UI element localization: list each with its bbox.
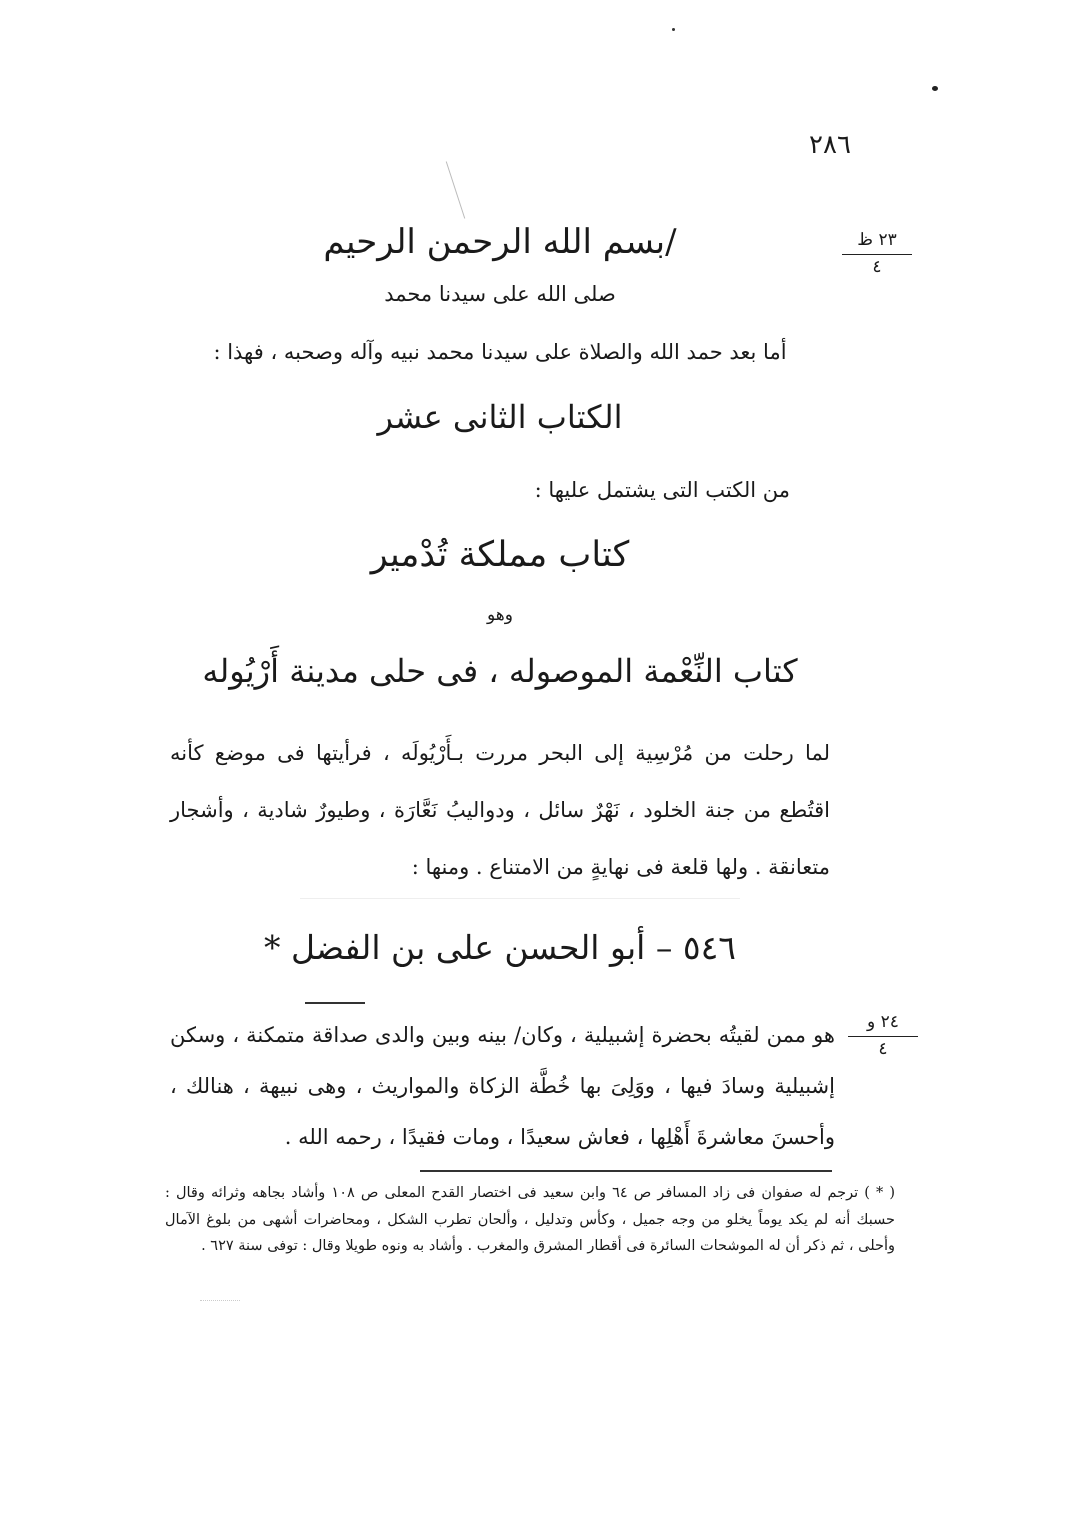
- section-divider: [300, 898, 740, 899]
- margin-folio-note: [848, 1012, 918, 1059]
- short-rule: [305, 1002, 365, 1004]
- volume-ref: ٤: [878, 1039, 888, 1059]
- folio-ref: ٢٣ ظ: [842, 230, 912, 255]
- ink-speck: [932, 86, 938, 91]
- biography-paragraph: هو ممن لقيتُه بحضرة إشبيلية ، وكان/ بينه وبين والدى صداقة متمكنة ، وسكن إشبيلية وسادَ فيها ، ووَلِىَ بها خُطَّة الزكاة والمواريث ، وهى نبيهة ، هنالك ، وأحسنَ معاشرةَ أَهْلِها ، فعاش سعيدًا ، ومات فقيدًا ، رحمه الله .: [170, 1023, 835, 1149]
- footnote-rule: [420, 1170, 832, 1172]
- margin-folio-note: [842, 230, 912, 277]
- ink-speck: [672, 28, 675, 31]
- scan-dots: [200, 1300, 240, 1302]
- connector-word: وهو: [487, 605, 513, 625]
- volume-ref: ٤: [872, 257, 882, 277]
- book-subtitle: كتاب النِّعْمة الموصوله ، فى حلى مدينة أَرْيُوله: [202, 652, 798, 690]
- footnote: ( * ) ترجم له صفوان فى زاد المسافر ص ٦٤ وابن سعيد فى اختصار القدح المعلى ص ١٠٨ وأشاد بجاهه وثرائه وقال : حسبك أنه لم يكد يوماً يخلو من وجه جميل ، وكأس وتدليل ، وألحان تطرب الشكل ، ومحاضرات أشهى من بلوغ الآمال وأحلى ، ثم ذكر أن له الموشحات السائرة فى أقطار المشرق والمغرب . وأشاد به ونوه طويلا وقال : توفى سنة ٦٢٧ .: [165, 1185, 896, 1254]
- folio-ref: ٢٤ و: [848, 1012, 918, 1037]
- basmala: /بسم الله الرحمن الرحيم: [323, 222, 677, 262]
- scan-mark: [446, 161, 465, 218]
- kingdom-title: كتاب مملكة تُدْمير: [370, 535, 630, 575]
- books-intro-line: من الكتب التى يشتمل عليها :: [534, 478, 790, 502]
- salawat-line: صلى الله على سيدنا محمد: [384, 282, 616, 306]
- description-paragraph: لما رحلت من مُرْسِية إلى البحر مررت بـأَرْيُولَه ، فرأيتها فى موضع كأنه اقتُطع من جنة الخلود ، نَهْرٌ سائل ، ودواليبُ نَعَّارَة ، وطيورٌ شادية ، وأشجار متعانقة . ولها قلعة فى نهايةٍ من الامتناع . ومنها :: [170, 741, 830, 879]
- book-title: الكتاب الثانى عشر: [377, 398, 623, 436]
- biography-heading: ٥٤٦ – أبو الحسن على بن الفضل *: [263, 928, 737, 967]
- page-number: ٢٨٦: [809, 130, 851, 160]
- intro-line: أما بعد حمد الله والصلاة على سيدنا محمد نبيه وآله وصحبه ، فهذا :: [213, 340, 787, 364]
